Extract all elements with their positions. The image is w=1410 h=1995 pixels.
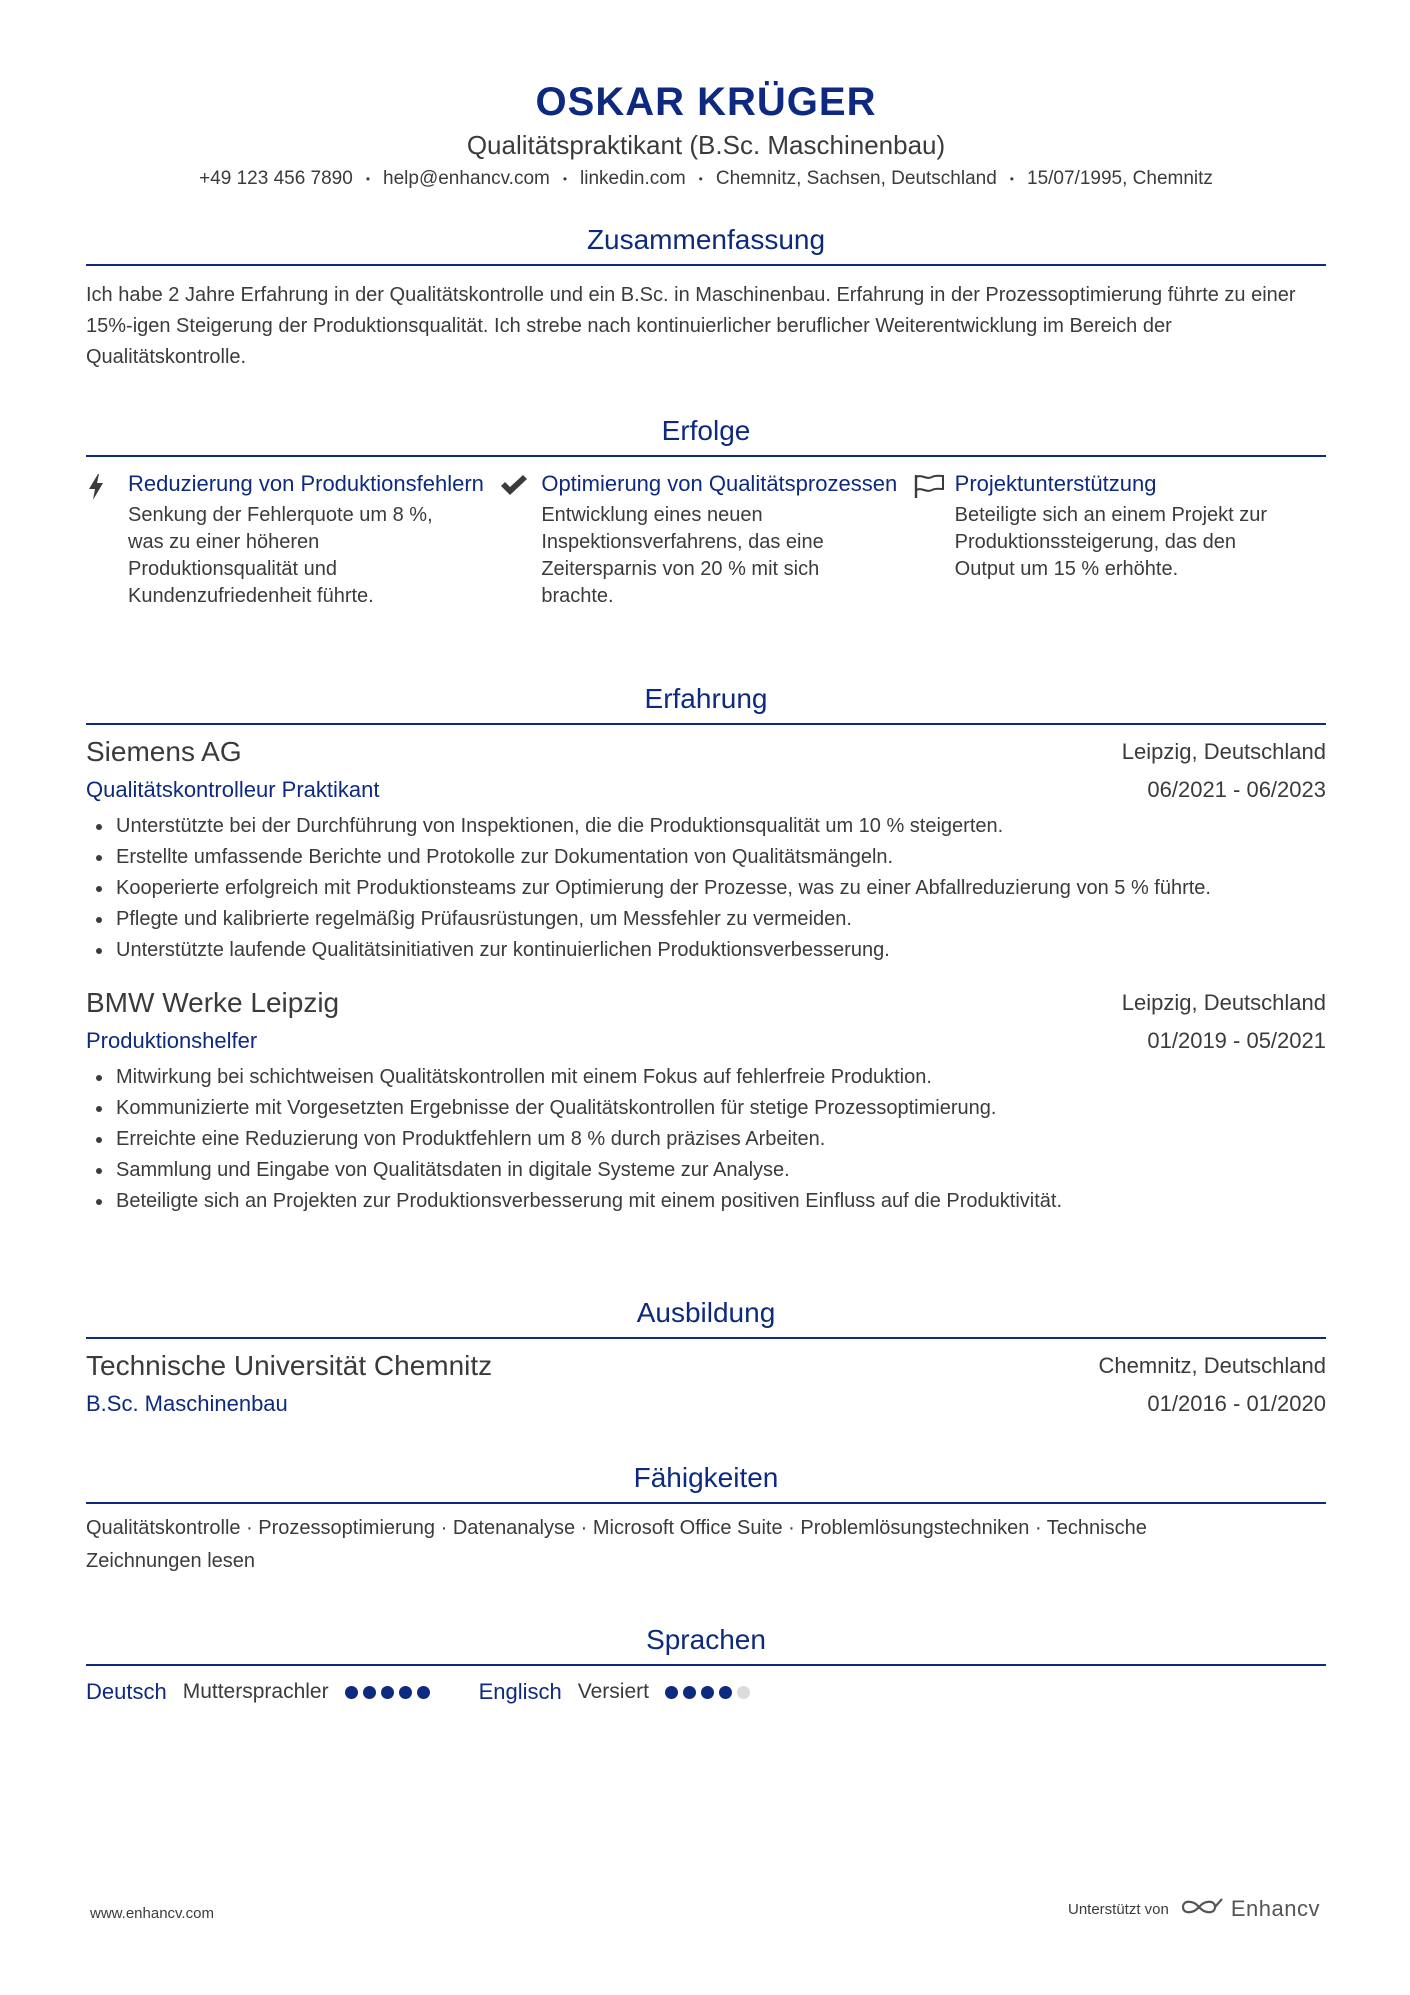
separator: •	[562, 172, 568, 186]
experience-section	[86, 681, 1326, 1217]
skills-list: Qualitätskontrolle · Prozessoptimierung · Datenanalyse · Microsoft Office Suite · Problemlösungstechniken · Technische Zeichnungen lesen	[86, 1517, 1147, 1572]
linkedin-link[interactable]: linkedin.com	[580, 168, 686, 190]
summary-text: Ich habe 2 Jahre Erfahrung in der Qualitätskontrolle und ein B.Sc. in Maschinenbau. Erfahrung in der Prozessoptimierung führte zu einer 15%-igen Steigerung der Produktionsqualität. Ich strebe nach kontinuierlicher beruflicher Weiterentwicklung im Bereich der Qualitätskontrolle.	[86, 284, 1296, 368]
footer-branding	[1068, 1896, 1320, 1922]
phone: +49 123 456 7890	[199, 168, 353, 190]
enhancv-logo-icon	[1179, 1896, 1225, 1922]
job-entry	[86, 733, 1326, 966]
achievement-title: Projektunterstützung	[954, 471, 1157, 496]
section-divider	[86, 723, 1326, 725]
section-divider	[86, 1502, 1326, 1504]
candidate-name: OSKAR KRÜGER	[535, 80, 877, 124]
school-name: Technische Universität Chemnitz	[86, 1350, 493, 1381]
bullet-item: • Mitwirkung bei schichtweisen Qualitätskontrollen mit einem Fokus auf fehlerfreie Produktion.	[114, 1062, 1326, 1093]
rating-dot	[417, 1686, 430, 1699]
education-dates: 01/2016 - 01/2020	[1147, 1391, 1326, 1416]
section-divider	[86, 455, 1326, 457]
birth-info: 15/07/1995, Chemnitz	[1027, 168, 1213, 190]
section-title: Erfolge	[661, 415, 751, 446]
achievement-item	[499, 469, 912, 610]
separator: •	[1009, 172, 1014, 186]
rating-dot	[683, 1686, 696, 1699]
bullet-item: • Beteiligte sich an Projekten zur Produktionsverbesserung mit einem positiven Einfluss auf die Produktivität.	[114, 1186, 1326, 1217]
footer-website[interactable]: www.enhancv.com	[90, 1905, 214, 1922]
bullet-item: • Erreichte eine Reduzierung von Produktfehlern um 8 % durch präzises Arbeiten.	[114, 1124, 1326, 1155]
job-dates: 06/2021 - 06/2023	[1147, 777, 1326, 802]
section-title: Zusammenfassung	[586, 224, 826, 255]
lightning-bolt-icon	[86, 469, 128, 610]
achievement-description: Beteiligte sich an einem Projekt zur Produktionssteigerung, das den Output um 15 % erhöhte.	[954, 504, 1268, 580]
languages-section	[86, 1622, 1326, 1708]
degree: B.Sc. Maschinenbau	[86, 1391, 288, 1416]
section-divider	[86, 1664, 1326, 1666]
rating-dot	[665, 1686, 678, 1699]
bullet-item: • Kooperierte erfolgreich mit Produktionsteams zur Optimierung der Prozesse, was zu einer Abfallreduzierung von 5 % führte.	[114, 873, 1326, 904]
language-rating	[665, 1686, 755, 1699]
bullet-item: • Pflegte und kalibrierte regelmäßig Prüfausrüstungen, um Messfehler zu vermeiden.	[114, 904, 1326, 935]
bullet-item: • Unterstützte laufende Qualitätsinitiativen zur kontinuierlichen Produktionsverbesserung.	[114, 935, 1326, 966]
education-section	[86, 1295, 1326, 1423]
location: Chemnitz, Sachsen, Deutschland	[715, 168, 997, 190]
company-name: Siemens AG	[86, 736, 242, 767]
section-title: Ausbildung	[636, 1297, 776, 1328]
checkmark-icon	[499, 469, 541, 610]
job-role: Produktionshelfer	[86, 1028, 258, 1053]
flag-icon	[913, 469, 955, 610]
rating-dot	[701, 1686, 714, 1699]
section-title: Erfahrung	[644, 683, 768, 714]
job-entry	[86, 984, 1326, 1217]
job-dates: 01/2019 - 05/2021	[1147, 1028, 1326, 1053]
section-divider	[86, 264, 1326, 266]
job-bullets	[86, 811, 1326, 966]
section-divider	[86, 1337, 1326, 1339]
contact-line	[86, 166, 1326, 192]
achievement-item	[86, 469, 499, 610]
bullet-item: • Sammlung und Eingabe von Qualitätsdaten in digitale Systeme zur Analyse.	[114, 1155, 1326, 1186]
achievement-description: Senkung der Fehlerquote um 8 %, was zu einer höheren Produktionsqualität und Kundenzufriedenheit führte.	[128, 504, 433, 607]
section-title: Sprachen	[646, 1624, 766, 1655]
rating-dot	[719, 1686, 732, 1699]
language-name: Englisch	[478, 1679, 562, 1704]
bullet-item: • Kommunizierte mit Vorgesetzten Ergebnisse der Qualitätskontrollen für stetige Prozessoptimierung.	[114, 1093, 1326, 1124]
school-location: Chemnitz, Deutschland	[1098, 1353, 1326, 1378]
language-name: Deutsch	[86, 1679, 167, 1704]
rating-dot	[737, 1686, 750, 1699]
powered-by-label: Unterstützt von	[1067, 1900, 1169, 1918]
company-name: BMW Werke Leipzig	[86, 987, 340, 1018]
separator: •	[365, 172, 371, 186]
rating-dot	[399, 1686, 412, 1699]
rating-dot	[363, 1686, 376, 1699]
job-location: Leipzig, Deutschland	[1121, 739, 1326, 764]
separator: •	[698, 172, 703, 186]
language-level: Muttersprachler	[182, 1680, 329, 1703]
bullet-item: • Unterstützte bei der Durchführung von Inspektionen, die die Produktionsqualität um 10 % steigerten.	[114, 811, 1326, 842]
language-rating	[345, 1686, 435, 1699]
section-title: Fähigkeiten	[633, 1462, 779, 1493]
achievement-item	[913, 469, 1326, 610]
candidate-title: Qualitätspraktikant (B.Sc. Maschinenbau)	[466, 130, 946, 160]
job-location: Leipzig, Deutschland	[1121, 990, 1326, 1015]
bullet-item: • Erstellte umfassende Berichte und Protokolle zur Dokumentation von Qualitätsmängeln.	[114, 842, 1326, 873]
resume-header	[86, 0, 1326, 192]
achievements-section	[86, 413, 1326, 610]
job-role: Qualitätskontrolleur Praktikant	[86, 777, 380, 802]
email-link[interactable]: help@enhancv.com	[383, 168, 550, 190]
language-level: Versiert	[577, 1680, 649, 1703]
skills-section	[86, 1460, 1326, 1578]
rating-dot	[345, 1686, 358, 1699]
achievement-description: Entwicklung eines neuen Inspektionsverfahrens, das eine Zeitersparnis von 20 % mit sich brachte.	[541, 504, 824, 607]
brand-name: Enhancv	[1230, 1896, 1320, 1921]
achievement-title: Reduzierung von Produktionsfehlern	[128, 471, 484, 496]
job-bullets	[86, 1062, 1326, 1217]
summary-section	[86, 222, 1326, 373]
rating-dot	[381, 1686, 394, 1699]
achievement-title: Optimierung von Qualitätsprozessen	[541, 471, 898, 496]
